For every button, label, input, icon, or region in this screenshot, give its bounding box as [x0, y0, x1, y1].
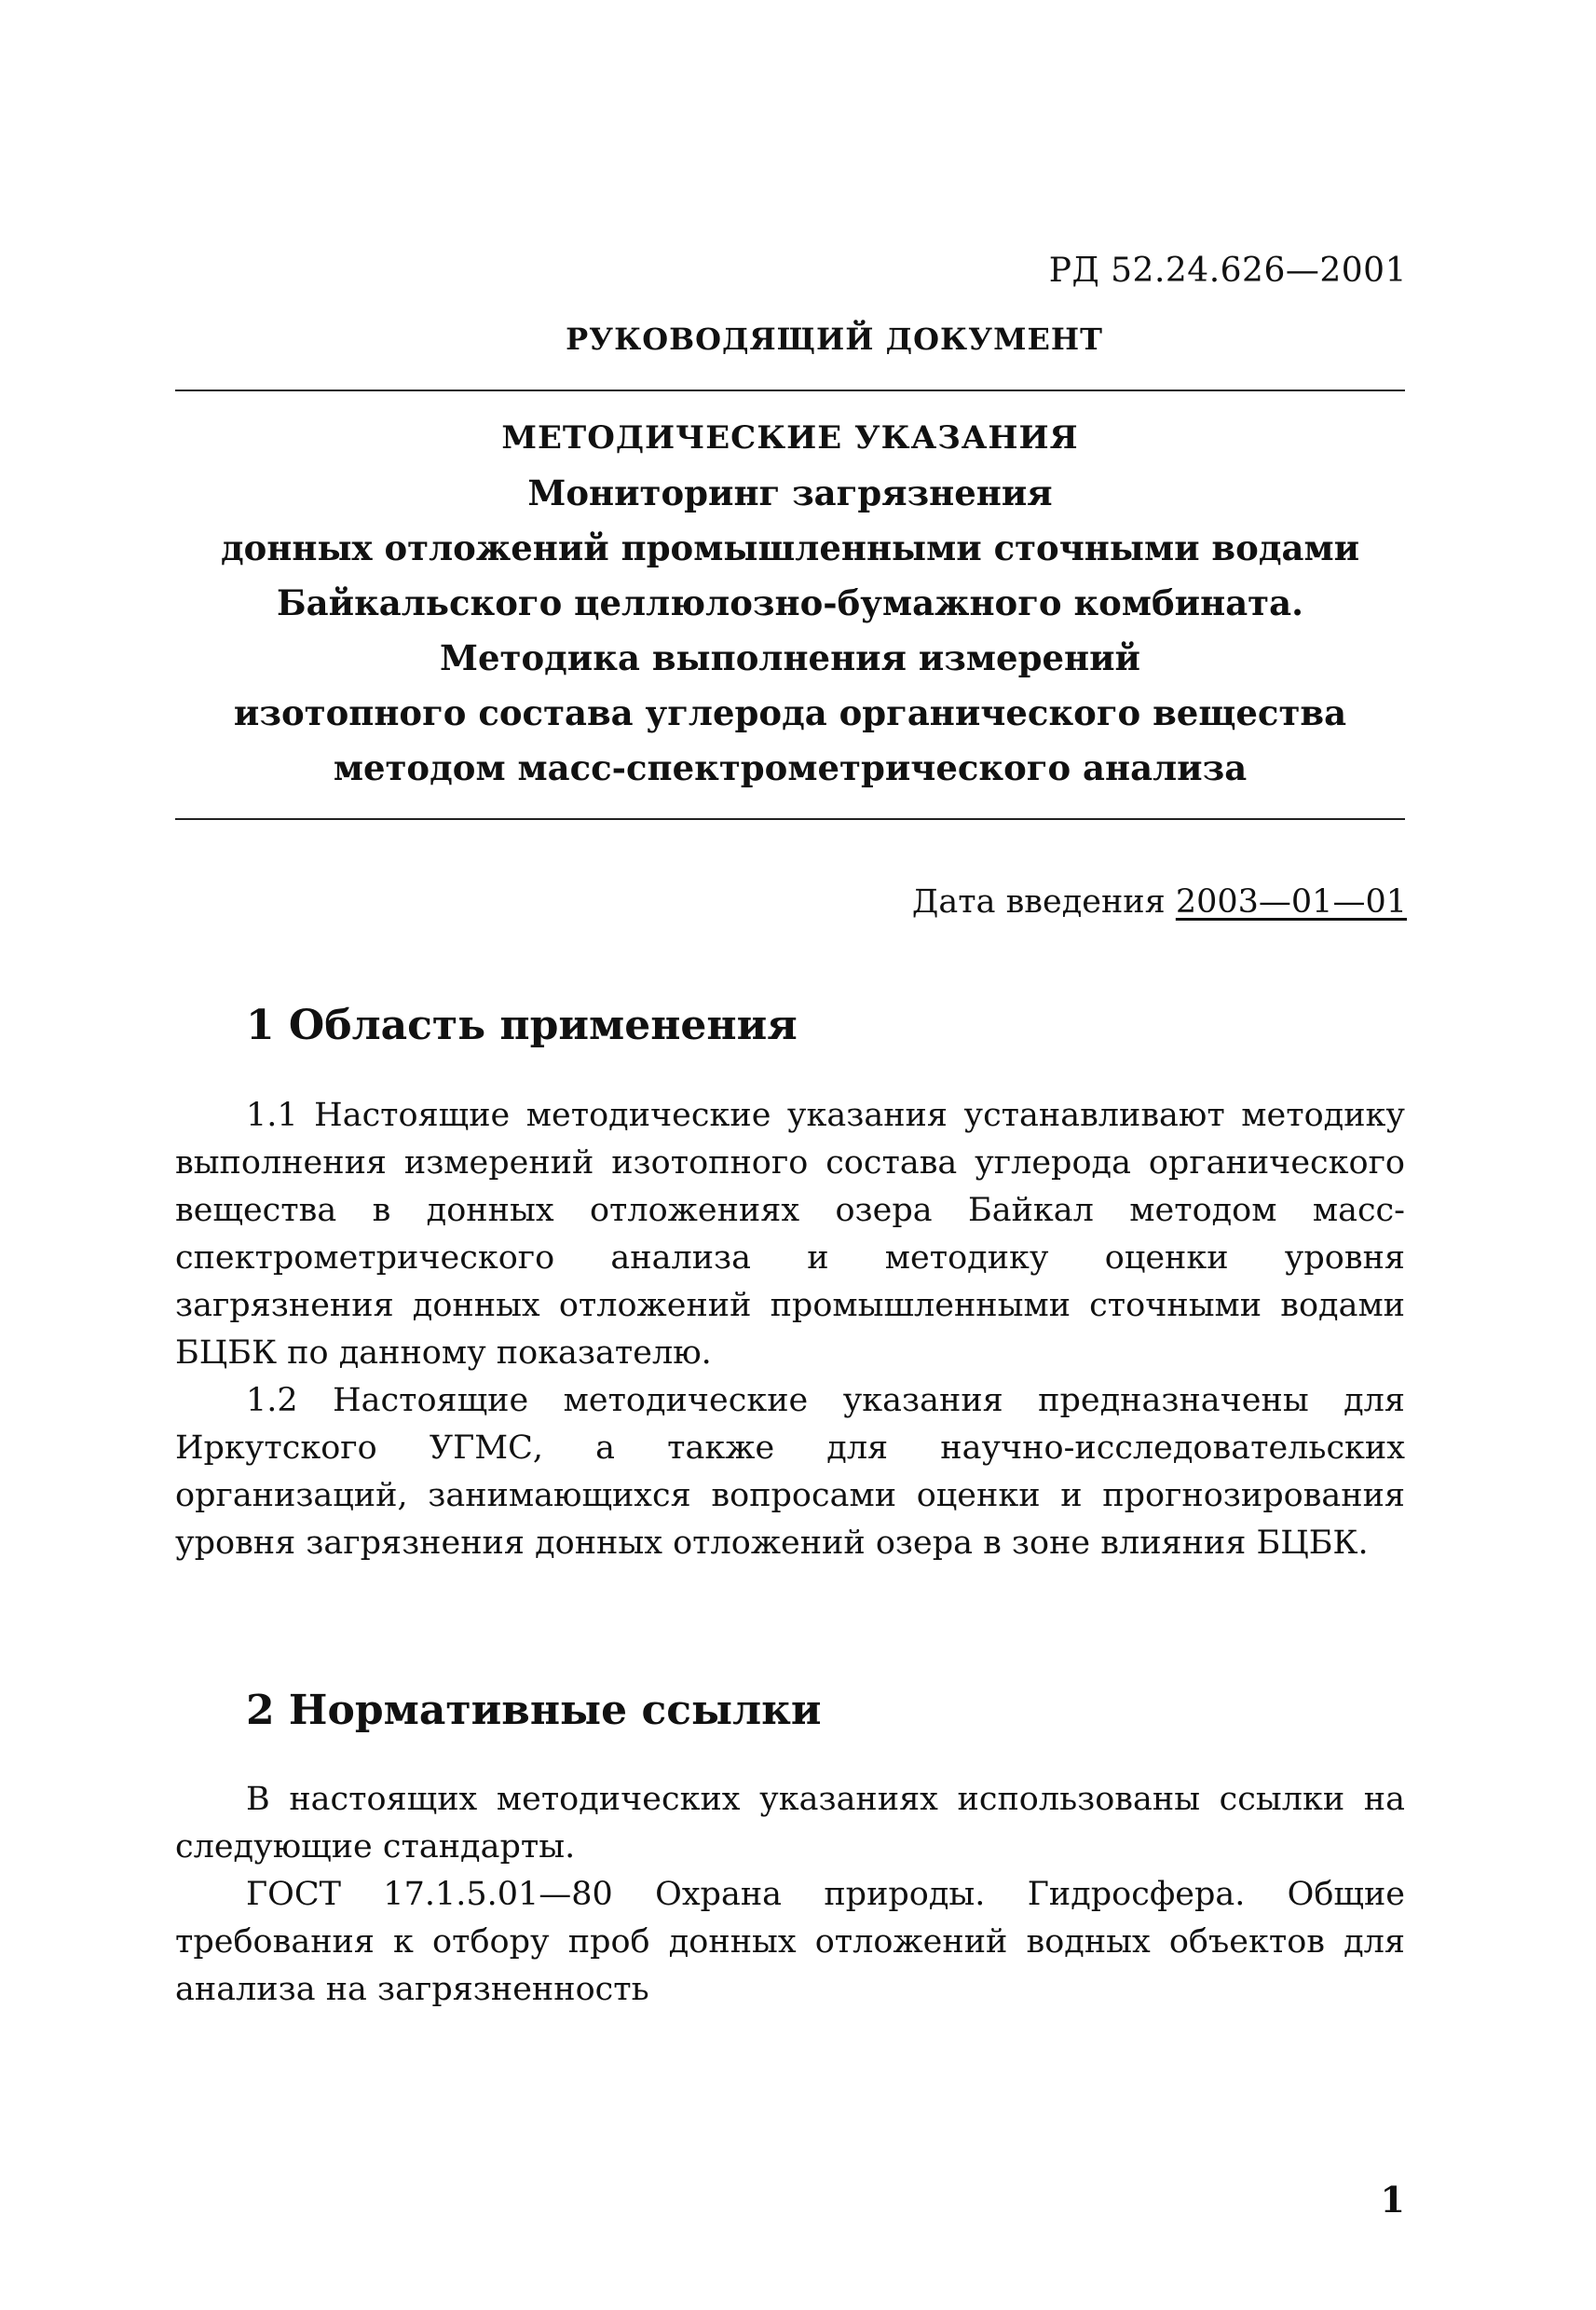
title-line: Мониторинг загрязнения [527, 472, 1053, 513]
reference-gost-paragraph: ГОСТ 17.1.5.01—80 Охрана природы. Гидросфера. Общие требования к отбору проб донных отложений водных объектов для анализа на загрязненность [175, 1876, 1405, 2008]
title-line: Методика выполнения измерений [440, 637, 1140, 678]
title-line: Байкальского целлюлозно-бумажного комбината. [277, 582, 1303, 623]
title-line: методом масс-спектрометрического анализа [333, 747, 1248, 788]
section-heading-references: 2 Нормативные ссылки [246, 1687, 822, 1734]
paragraph-1-2: 1.2 Настоящие методические указания предназначены для Иркутского УГМС, а также для научно-исследовательских организаций, занимающихся вопросами оценки и прогнозирования уровня загрязнения донных отложений озера в зоне влияния БЦБК. [175, 1382, 1405, 1562]
title-top-rule [175, 390, 1405, 391]
document-series: МЕТОДИЧЕСКИЕ УКАЗАНИЯ [501, 419, 1079, 457]
paragraph-1-1: 1.1 Настоящие методические указания устанавливают методику выполнения измерений изотопного состава углерода органического вещества в донных отложениях озера Байкал методом масс-спектрометрического анализа и методику оценки уровня загрязнения донных отложений промышленными сточными водами БЦБК по данному показателю. [175, 1097, 1405, 1372]
section-heading-scope: 1 Область применения [246, 1002, 798, 1049]
references-intro-paragraph: В настоящих методических указаниях использованы ссылки на следующие стандарты. [175, 1781, 1405, 1866]
document-code: РД 52.24.626—2001 [1048, 252, 1407, 290]
document-type [0, 321, 1596, 357]
document-type-label: РУКОВОДЯЩИЙ ДОКУМЕНТ [566, 321, 1103, 357]
title-bottom-rule [175, 818, 1405, 820]
title-line: изотопного состава углерода органического вещества [233, 692, 1347, 733]
title-block [175, 410, 1405, 796]
introduction-date [912, 883, 1407, 921]
introduction-date-label: Дата введения [911, 883, 1166, 921]
page-number: 1 [1380, 2179, 1405, 2221]
title-line: донных отложений промышленными сточными водами [220, 527, 1360, 568]
introduction-date-value: 2003—01—01 [1175, 883, 1407, 921]
